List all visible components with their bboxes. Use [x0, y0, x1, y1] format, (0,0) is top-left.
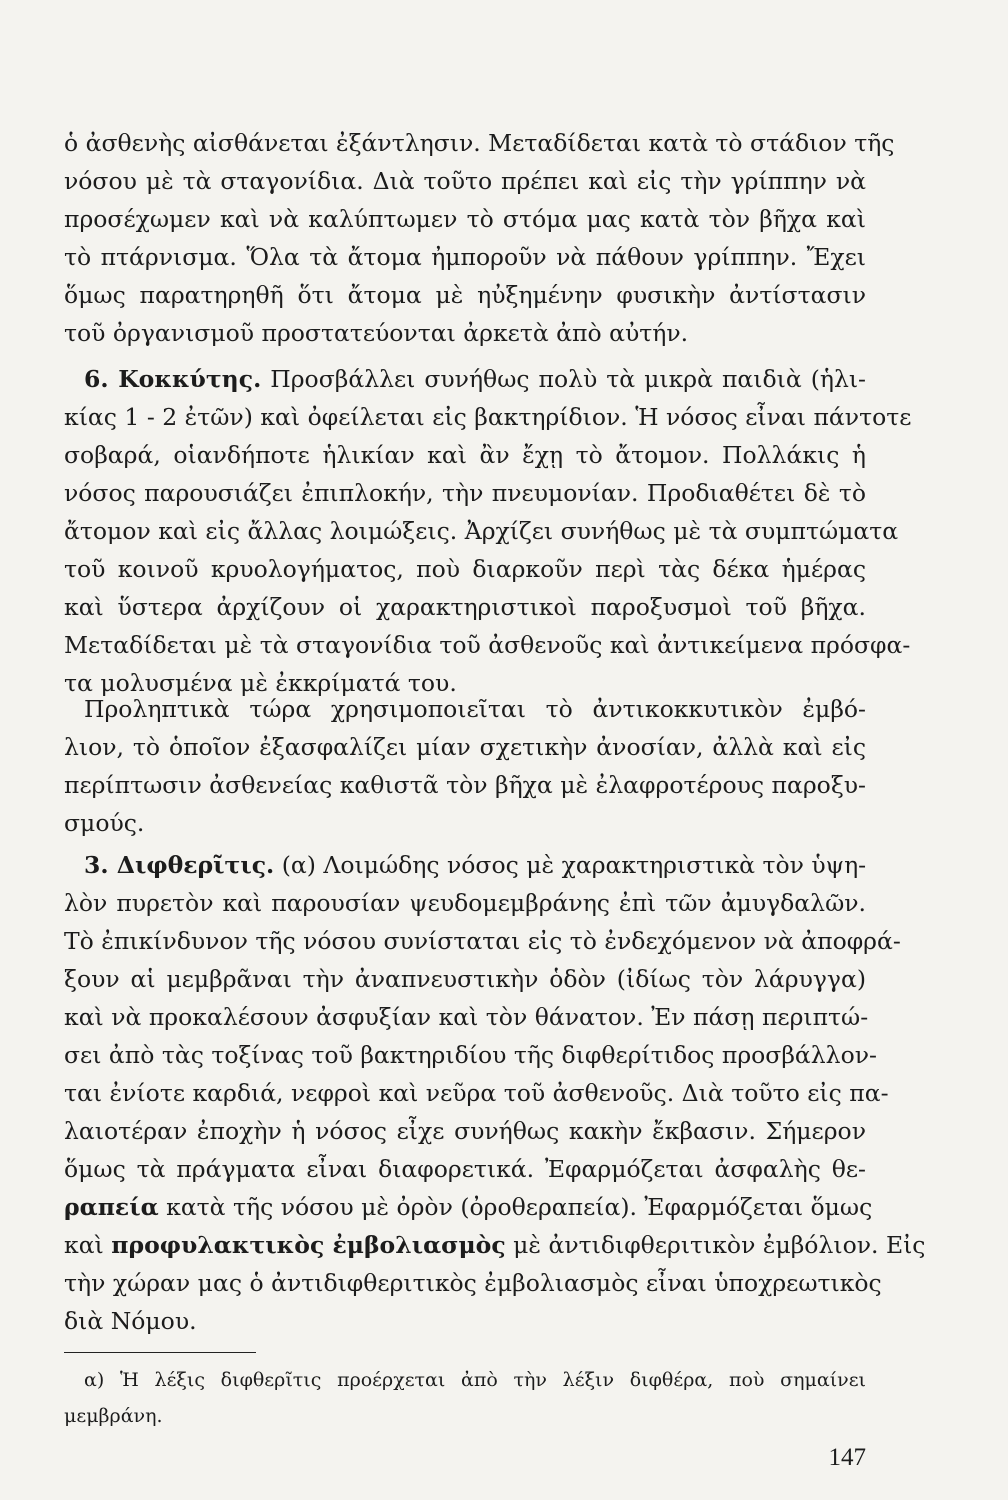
section-heading-whooping-cough: 6. Κοκκύτης. — [84, 365, 262, 393]
footnote-line: μεμβράνη. — [64, 1405, 163, 1427]
text-line: διὰ Νόμου. — [64, 1307, 197, 1335]
footnote — [64, 1362, 866, 1434]
text-fragment: κατὰ τῆς νόσου μὲ ὀρὸν (ὀροθεραπεία). Ἐφαρμόζεται ὅμως — [158, 1193, 873, 1221]
text-line: λιον, τὸ ὁποῖον ἐξασφαλίζει μίαν σχετικὴν ἀνοσίαν, ἀλλὰ καὶ εἰς — [64, 733, 866, 761]
section-heading-diphtheria: 3. Διφθερῖτις. — [84, 851, 275, 879]
text-line: ξουν αἱ μεμβρᾶναι τὴν ἀναπνευστικὴν ὁδὸν (ἰδίως τὸν λάρυγγα) — [64, 965, 866, 993]
text-line: κίας 1 - 2 ἐτῶν) καὶ ὀφείλεται εἰς βακτηρίδιον. Ἡ νόσος εἶναι πάντοτε — [64, 403, 912, 431]
text-line: λὸν πυρετὸν καὶ παρουσίαν ψευδομεμβράνης ἐπὶ τῶν ἀμυγδαλῶν. — [64, 889, 866, 917]
text-line — [64, 360, 866, 398]
heading-line-text: Προσβάλλει συνήθως πολὺ τὰ μικρὰ παιδιὰ (ἡλι- — [261, 365, 866, 393]
text-line — [64, 846, 866, 884]
text-line: νόσου μὲ τὰ σταγονίδια. Διὰ τοῦτο πρέπει καὶ εἰς τὴν γρίππην νὰ — [64, 167, 866, 195]
text-line: λαιοτέραν ἐποχὴν ἡ νόσος εἶχε συνήθως κακὴν ἔκβασιν. Σήμερον — [64, 1117, 866, 1145]
text-line — [64, 1226, 926, 1264]
paragraph-whooping-cough — [64, 360, 912, 702]
text-line: καὶ ὕστερα ἀρχίζουν οἱ χαρακτηριστικοὶ παροξυσμοὶ τοῦ βῆχα. — [64, 593, 866, 621]
text-line: Προληπτικὰ τώρα χρησιμοποιεῖται τὸ ἀντικοκκυτικὸν ἐμβό- — [84, 695, 866, 723]
paragraph-influenza-continued — [64, 124, 895, 352]
text-line: τα μολυσμένα μὲ ἐκκρίματά του. — [64, 669, 457, 697]
text-line: περίπτωσιν ἀσθενείας καθιστᾶ τὸν βῆχα μὲ ἐλαφροτέρους παροξυ- — [64, 771, 866, 799]
text-line: ὅμως τὰ πράγματα εἶναι διαφορετικά. Ἐφαρμόζεται ἀσφαλὴς θε- — [64, 1155, 866, 1183]
page-number: 147 — [828, 1444, 866, 1471]
text-line: τοῦ ὀργανισμοῦ προστατεύονται ἀρκετὰ ἀπὸ αὐτήν. — [64, 319, 689, 347]
text-line: ται ἐνίοτε καρδιά, νεφροὶ καὶ νεῦρα τοῦ ἀσθενοῦς. Διὰ τοῦτο εἰς πα- — [64, 1079, 889, 1107]
text-line: σοβαρά, οἱανδήποτε ἡλικίαν καὶ ἂν ἔχῃ τὸ ἄτομον. Πολλάκις ἡ — [64, 441, 866, 469]
heading-line-text: (α) Λοιμώδης νόσος μὲ χαρακτηριστικὰ τὸν ὑψη- — [274, 851, 867, 879]
footnote-divider — [64, 1352, 256, 1353]
text-line: Τὸ ἐπικίνδυνον τῆς νόσου συνίσταται εἰς τὸ ἐνδεχόμενον νὰ ἀποφρά- — [64, 927, 901, 955]
bold-term-therapy: ραπεία — [64, 1193, 159, 1221]
text-line: προσέχωμεν καὶ νὰ καλύπτωμεν τὸ στόμα μας κατὰ τὸν βῆχα καὶ — [64, 205, 866, 233]
text-line: τοῦ κοινοῦ κρυολογήματος, ποὺ διαρκοῦν περὶ τὰς δέκα ἡμέρας — [64, 555, 866, 583]
text-line: ὁ ἀσθενὴς αἰσθάνεται ἐξάντλησιν. Μεταδίδεται κατὰ τὸ στάδιον τῆς — [64, 129, 895, 157]
text-line: τὸ πτάρνισμα. Ὅλα τὰ ἄτομα ἠμποροῦν νὰ πάθουν γρίππην. Ἔχει — [64, 243, 866, 271]
text-line: νόσος παρουσιάζει ἐπιπλοκήν, τὴν πνευμονίαν. Προδιαθέτει δὲ τὸ — [64, 479, 866, 507]
paragraph-prevention — [64, 690, 866, 842]
text-line: τὴν χώραν μας ὁ ἀντιδιφθεριτικὸς ἐμβολιασμὸς εἶναι ὑποχρεωτικὸς — [64, 1269, 882, 1297]
text-fragment: μὲ ἀντιδιφθεριτικὸν ἐμβόλιον. Εἰς — [505, 1231, 926, 1259]
text-line: Μεταδίδεται μὲ τὰ σταγονίδια τοῦ ἀσθενοῦς καὶ ἀντικείμενα πρόσφα- — [64, 631, 911, 659]
text-line — [64, 1188, 873, 1226]
text-fragment: καὶ — [64, 1231, 112, 1259]
text-line: ὅμως παρατηρηθῆ ὅτι ἄτομα μὲ ηὐξημένην φυσικὴν ἀντίστασιν — [64, 281, 866, 309]
bold-term-vaccination: προφυλακτικὸς ἐμβολιασμὸς — [111, 1231, 506, 1259]
text-line: καὶ νὰ προκαλέσουν ἀσφυξίαν καὶ τὸν θάνατον. Ἐν πάσῃ περιπτώ- — [64, 1003, 869, 1031]
paragraph-diphtheria — [64, 846, 926, 1340]
footnote-line: α) Ἡ λέξις διφθερῖτις προέρχεται ἀπὸ τὴν λέξιν διφθέρα, ποὺ σημαίνει — [84, 1369, 866, 1391]
text-line: σει ἀπὸ τὰς τοξίνας τοῦ βακτηριδίου τῆς διφθερίτιδος προσβάλλον- — [64, 1041, 877, 1069]
text-line: ἄτομον καὶ εἰς ἄλλας λοιμώξεις. Ἀρχίζει συνήθως μὲ τὰ συμπτώματα — [64, 517, 899, 545]
text-line: σμούς. — [64, 809, 145, 837]
